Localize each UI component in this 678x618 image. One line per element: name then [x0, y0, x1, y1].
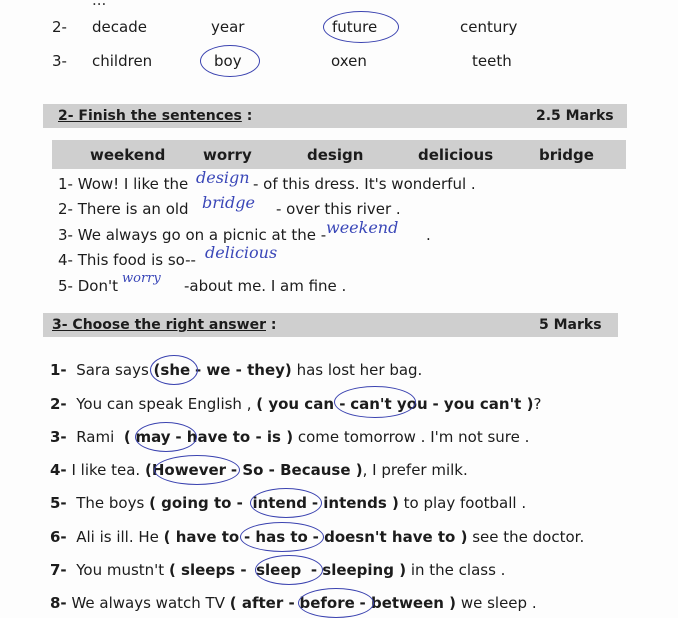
answer-circle — [240, 522, 324, 552]
section-marks: 2.5 Marks — [536, 108, 614, 124]
question-4: 4- I like tea. (However - So - Because ), I prefer milk. — [50, 461, 468, 479]
question-8: 8- We always watch TV ( after - before - between ) we sleep . — [50, 594, 537, 612]
sentence-4: 4- This food is so-- — [58, 251, 196, 269]
word-bank-item: bridge — [539, 146, 594, 164]
answer-circle — [150, 355, 198, 385]
handwritten-answer: worry — [122, 271, 161, 286]
sentence-3-end: . — [426, 226, 431, 244]
word-bank-item: delicious — [418, 146, 494, 164]
row-number: 3- — [52, 52, 67, 70]
section-title: 3- Choose the right answer : — [52, 317, 277, 333]
word-bank-item: worry — [203, 146, 252, 164]
sentence-5-end: -about me. I am fine . — [184, 277, 347, 295]
handwritten-answer: weekend — [326, 218, 399, 237]
answer-circle — [298, 588, 374, 618]
handwritten-answer: design — [196, 168, 250, 187]
cut-top-row: ... — [92, 0, 107, 9]
answer-circle — [154, 455, 240, 485]
question-2: 2- You can speak English , ( you can - can't you - you can't )? — [50, 395, 542, 413]
answer-circle — [200, 45, 260, 77]
question-1: 1- Sara says (she - we - they) has lost her bag. — [50, 361, 423, 379]
word-option: oxen — [331, 52, 367, 70]
word-option: century — [460, 18, 518, 36]
question-7: 7- You mustn't ( sleeps - sleep - sleeping ) in the class . — [50, 561, 506, 579]
handwritten-answer: bridge — [202, 193, 255, 212]
question-5: 5- The boys ( going to - intend - intends ) to play football . — [50, 494, 527, 512]
word-option: children — [92, 52, 153, 70]
answer-circle — [255, 555, 323, 585]
word-bank-item: weekend — [90, 146, 166, 164]
handwritten-answer: delicious — [205, 243, 278, 262]
word-bank-item: design — [307, 146, 364, 164]
question-3: 3- Rami ( may - have to - is ) come tomorrow . I'm not sure . — [50, 428, 530, 446]
word-option: future — [332, 18, 378, 36]
section-title: 2- Finish the sentences : — [58, 108, 253, 124]
sentence-3: 3- We always go on a picnic at the - — [58, 226, 327, 244]
sentence-1: 1- Wow! I like the — [58, 175, 189, 193]
sentence-2: 2- There is an old — [58, 200, 189, 218]
sentence-2-end: - over this river . — [276, 200, 401, 218]
sentence-5: 5- Don't — [58, 277, 118, 295]
answer-circle — [250, 488, 322, 518]
section-marks: 5 Marks — [539, 317, 602, 333]
word-option: decade — [92, 18, 147, 36]
word-option: boy — [214, 52, 242, 70]
answer-circle — [135, 422, 197, 452]
sentence-1-end: - of this dress. It's wonderful . — [253, 175, 476, 193]
word-option: teeth — [472, 52, 512, 70]
answer-circle — [323, 11, 399, 43]
row-number: 2- — [52, 18, 67, 36]
question-6: 6- Ali is ill. He ( have to - has to - doesn't have to ) see the doctor. — [50, 528, 585, 546]
word-option: year — [211, 18, 245, 36]
answer-circle — [334, 386, 416, 418]
